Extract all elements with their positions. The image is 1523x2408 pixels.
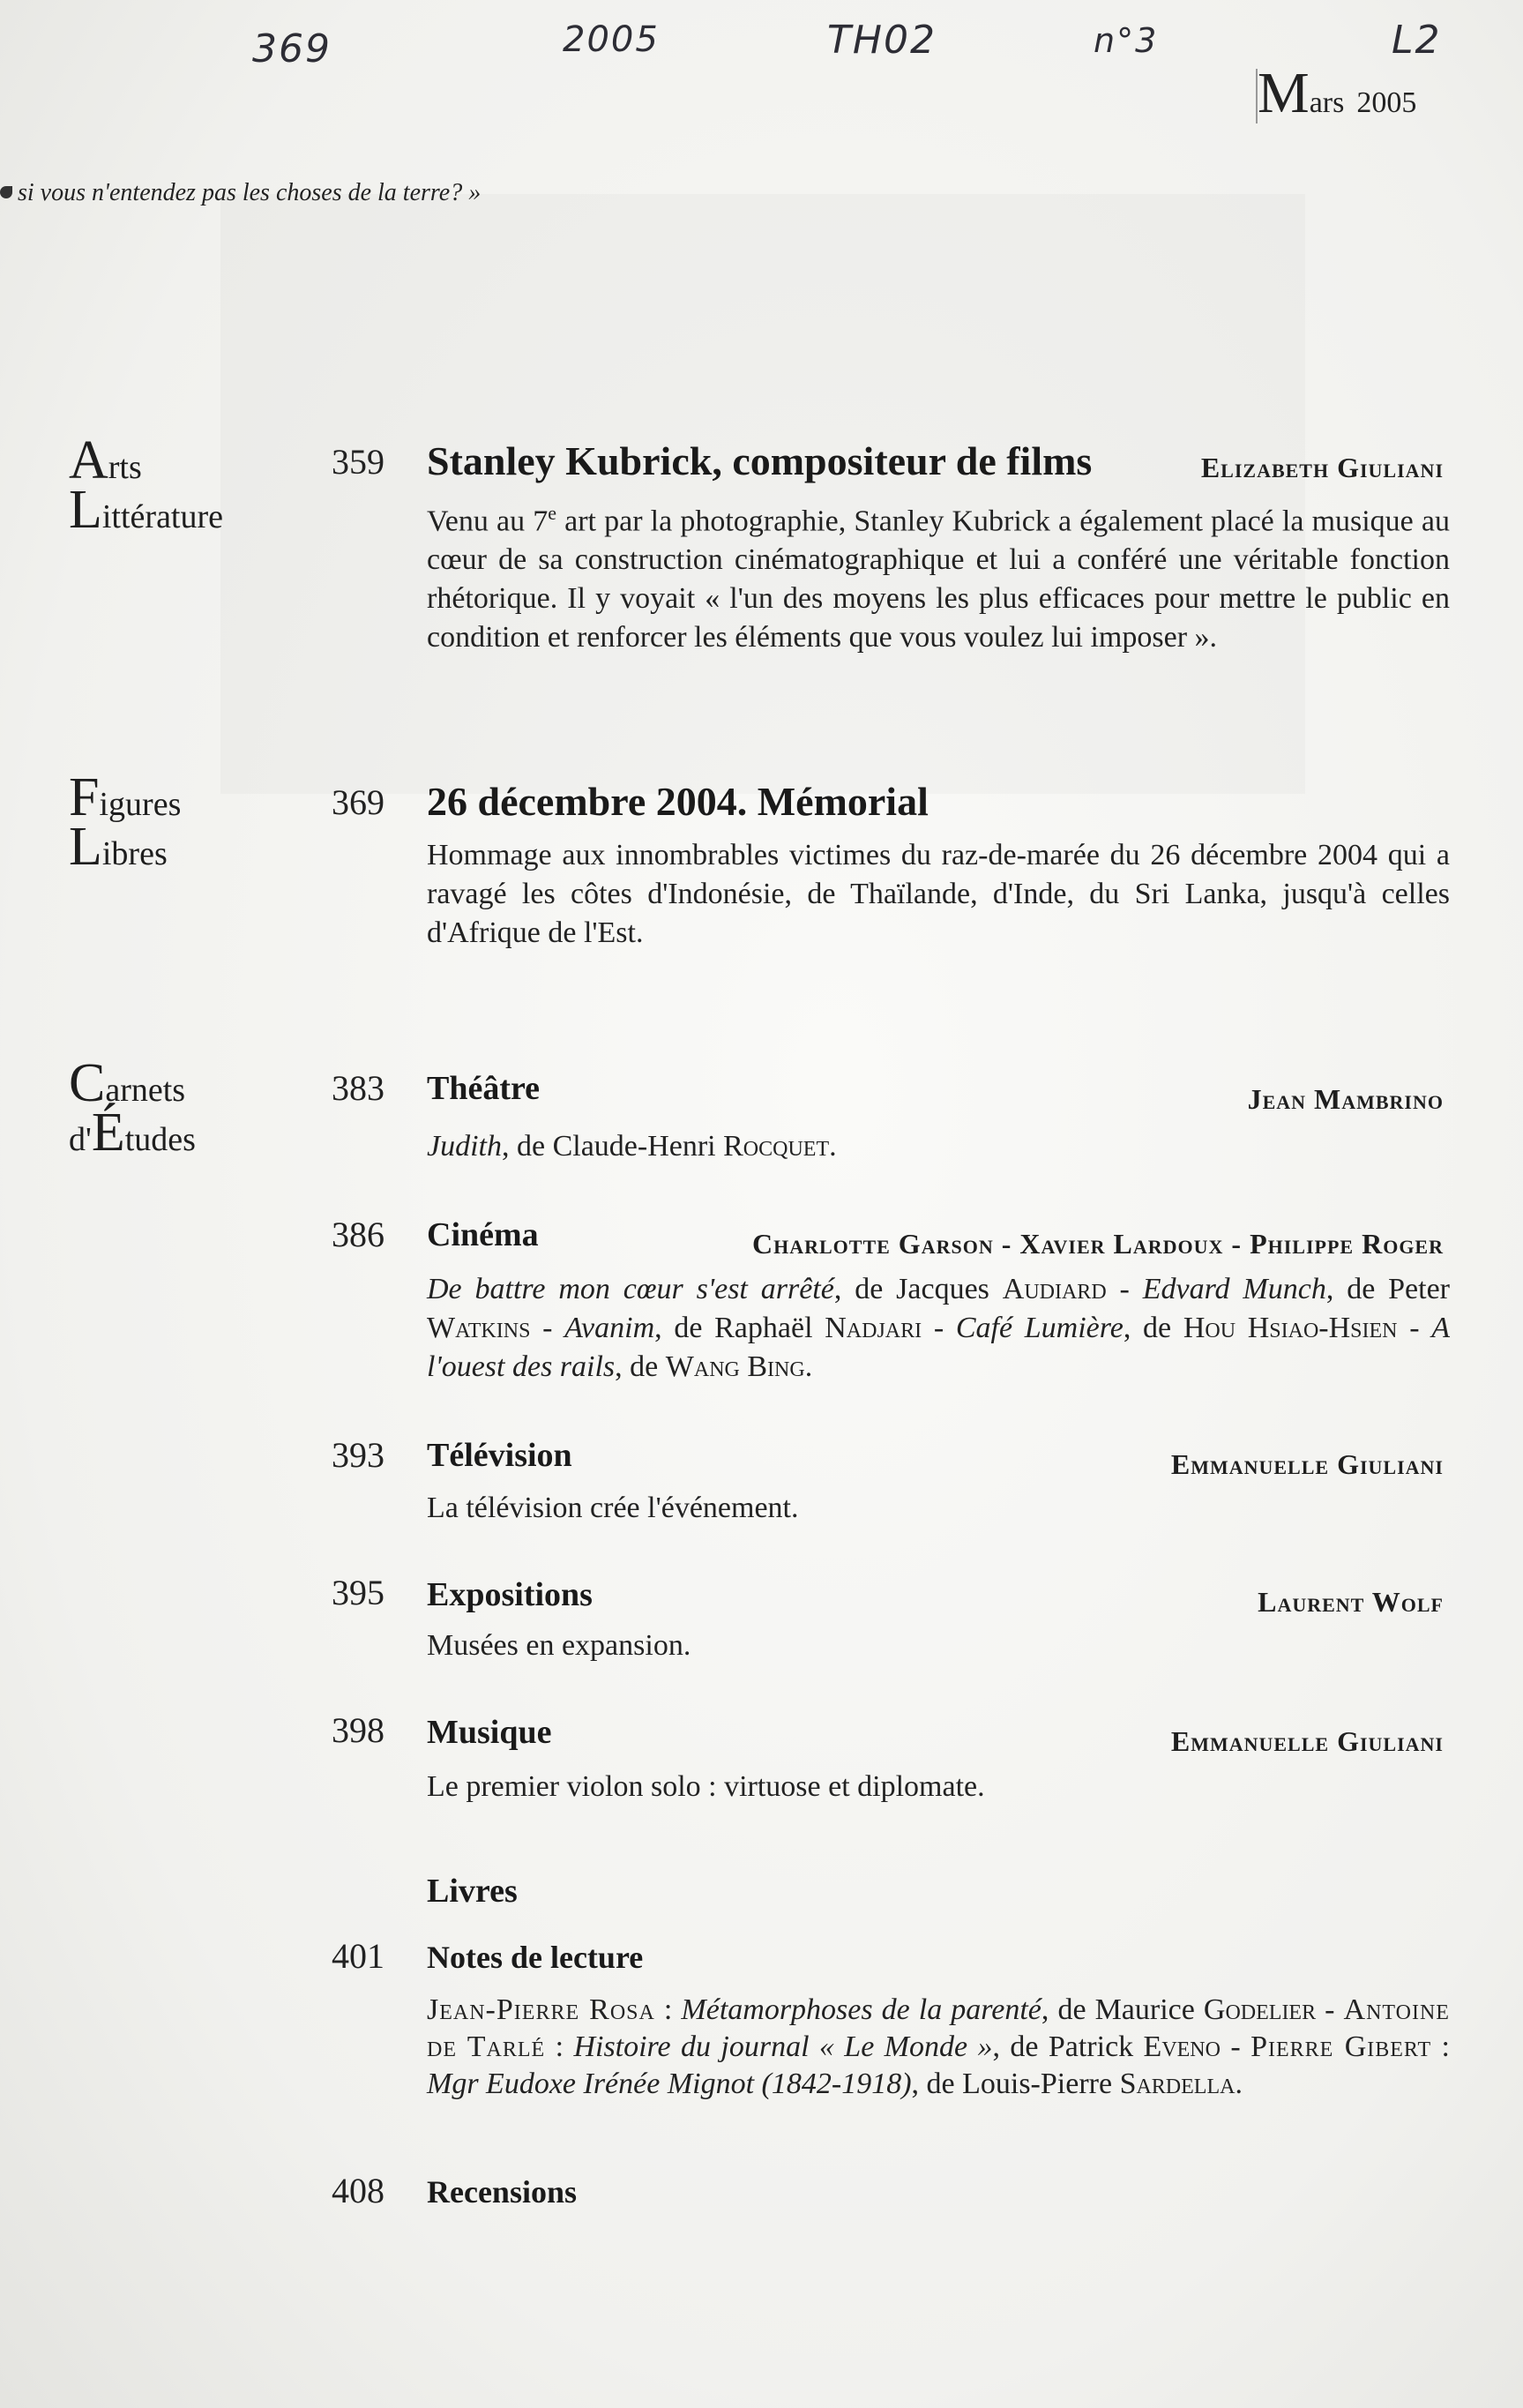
page-number: 393 bbox=[332, 1435, 384, 1475]
article-title: Expositions bbox=[427, 1576, 593, 1613]
rubric-initial: C bbox=[69, 1053, 106, 1113]
reviewer-name: Jean-Pierre Rosa bbox=[427, 1993, 655, 2026]
work-title: A l'ouest des rails bbox=[427, 1312, 1451, 1383]
article-author: Emmanuelle Giuliani bbox=[1170, 1725, 1444, 1757]
page-number: 408 bbox=[332, 2171, 384, 2210]
person-name: Wang Bing bbox=[665, 1350, 805, 1383]
handwritten-note-4: n°3 bbox=[1094, 21, 1159, 60]
article-title: Notes de lecture bbox=[427, 1940, 644, 1975]
rubric-line bbox=[69, 817, 181, 877]
rubric-initial: A bbox=[69, 430, 108, 490]
summary-text: , de Louis-Pierre bbox=[911, 2068, 1120, 2100]
summary-text: , de Peter bbox=[1325, 1273, 1451, 1305]
rubric-line bbox=[69, 1053, 196, 1113]
rubric-prefix: d' bbox=[69, 1121, 92, 1158]
quote-text: si vous n'entendez pas les choses de la terre? » bbox=[18, 179, 482, 206]
summary-text: , de Claude-Henri bbox=[501, 1130, 724, 1163]
rubric-carnets-etudes bbox=[69, 1053, 196, 1163]
article-summary: La télévision crée l'événement. bbox=[427, 1492, 799, 1524]
rubric-rest: rts bbox=[108, 449, 142, 486]
article-title: Stanley Kubrick, compositeur de films bbox=[427, 438, 1093, 483]
article-summary bbox=[427, 494, 1450, 657]
summary-text: . bbox=[829, 1130, 837, 1163]
rubric-rest: ittérature bbox=[101, 498, 224, 535]
article-title: Musique bbox=[427, 1714, 552, 1751]
summary-text: : bbox=[654, 1993, 682, 2026]
summary-text: art par la photographie, Stanley Kubrick a également placé la musique au cœur de sa construction cinématographique et lui a conféré une véritable fonction rhétorique. Il y voyait « l'un des moyens les plus efficaces pour mettre le public en condition et renforcer les éléments que vous voulez lui imposer ». bbox=[427, 505, 1450, 654]
handwritten-note-3: TH02 bbox=[827, 18, 937, 63]
summary-text: : bbox=[1431, 2030, 1451, 2063]
article-summary bbox=[427, 1270, 1450, 1387]
separator: - bbox=[530, 1312, 565, 1344]
article-title: Recensions bbox=[427, 2174, 577, 2210]
article-summary bbox=[427, 1992, 1450, 2103]
summary-text: Venu au 7 bbox=[427, 505, 549, 538]
issue-date bbox=[1258, 60, 1416, 127]
page-number: 395 bbox=[332, 1573, 384, 1612]
person-name: Godelier bbox=[1203, 1993, 1317, 2026]
article-summary: Musées en expansion. bbox=[427, 1629, 691, 1662]
reviewer-name: Antoine de Tarlé bbox=[427, 1993, 1450, 2063]
separator: - bbox=[922, 1312, 956, 1344]
separator: - bbox=[1397, 1312, 1432, 1344]
summary-text: . bbox=[804, 1350, 813, 1383]
work-title: Mgr Eudoxe Irénée Mignot (1842-1918) bbox=[427, 2068, 912, 2100]
issue-year: 2005 bbox=[1356, 86, 1417, 119]
separator: - bbox=[1316, 1993, 1344, 2026]
summary-text: , de bbox=[1123, 1312, 1183, 1344]
person-name: Eveno bbox=[1143, 2030, 1221, 2063]
rubric-rest: ibres bbox=[101, 835, 168, 872]
article-summary: Hommage aux innombrables victimes du raz-de-marée du 26 décembre 2004 qui a ravagé les côtes d'Indonésie, de Thaïlande, d'Inde, du Sri Lanka, jusqu'à celles d'Afrique de l'Est. bbox=[427, 839, 1450, 949]
article-title: Cinéma bbox=[427, 1216, 539, 1253]
page-number: 369 bbox=[332, 782, 384, 822]
work-title: Edvard Munch bbox=[1142, 1273, 1326, 1305]
work-title: Avanim bbox=[564, 1312, 655, 1344]
article-summary: Le premier violon solo : virtuose et diplomate. bbox=[427, 1770, 985, 1803]
rubric-rest: igures bbox=[99, 786, 182, 823]
rubric-initial: L bbox=[69, 817, 102, 877]
summary-text: . bbox=[1235, 2068, 1243, 2100]
page-number: 359 bbox=[332, 442, 384, 482]
rubric-initial: F bbox=[69, 767, 100, 827]
summary-text: , de Raphaël bbox=[654, 1312, 825, 1344]
summary-text: , de Maurice bbox=[1041, 1993, 1204, 2026]
person-name: Audiard bbox=[1002, 1273, 1107, 1305]
rubric-line bbox=[69, 1103, 196, 1163]
summary-text: , de Patrick bbox=[992, 2030, 1144, 2063]
summary-text: : bbox=[545, 2030, 574, 2063]
rubric-line bbox=[69, 480, 224, 540]
section-title-livres: Livres bbox=[427, 1873, 518, 1910]
page-number: 386 bbox=[332, 1215, 384, 1254]
work-title: Métamorphoses de la parenté bbox=[681, 1993, 1041, 2026]
handwritten-note-5: L2 bbox=[1392, 18, 1442, 63]
person-name: Watkins bbox=[427, 1312, 531, 1344]
summary-text: , de Jacques bbox=[833, 1273, 1003, 1305]
running-quote bbox=[0, 179, 481, 207]
rubric-rest: arnets bbox=[105, 1072, 186, 1109]
article-author: Laurent Wolf bbox=[1258, 1586, 1444, 1618]
rubric-figures-libres bbox=[69, 767, 182, 877]
rubric-arts-litterature bbox=[69, 430, 224, 540]
article-author: Jean Mambrino bbox=[1247, 1083, 1444, 1115]
rubric-initial: É bbox=[91, 1103, 125, 1163]
reviewer-name: Pierre Gibert bbox=[1251, 2030, 1432, 2063]
superscript: e bbox=[548, 502, 556, 524]
work-title: De battre mon cœur s'est arrêté bbox=[427, 1273, 834, 1305]
page-number: 383 bbox=[332, 1068, 384, 1108]
separator: - bbox=[1220, 2030, 1251, 2063]
person-name: Hou Hsiao-Hsien bbox=[1183, 1312, 1398, 1344]
article-title: Théâtre bbox=[427, 1070, 541, 1107]
summary-text: , de bbox=[615, 1350, 666, 1383]
person-name: Nadjari bbox=[825, 1312, 922, 1344]
work-title: Judith bbox=[427, 1130, 502, 1163]
article-summary bbox=[427, 1127, 1450, 1166]
pointer-mark-icon bbox=[0, 186, 12, 198]
page-number: 398 bbox=[332, 1710, 384, 1750]
handwritten-note-2: 2005 bbox=[563, 19, 660, 60]
article-author: Emmanuelle Giuliani bbox=[1170, 1448, 1444, 1480]
article-author: Elizabeth Giuliani bbox=[1200, 452, 1444, 483]
handwritten-note-1: 369 bbox=[252, 26, 332, 71]
person-name: Sardella bbox=[1119, 2068, 1236, 2100]
article-title: Télévision bbox=[427, 1437, 572, 1474]
work-title: Histoire du journal « Le Monde » bbox=[573, 2030, 993, 2063]
issue-month-cap: M bbox=[1258, 61, 1310, 125]
rubric-initial: L bbox=[69, 480, 102, 540]
page-number: 401 bbox=[332, 1936, 384, 1976]
work-title: Café Lumière bbox=[955, 1312, 1124, 1344]
article-title: 26 décembre 2004. Mémorial bbox=[427, 779, 929, 824]
separator: - bbox=[1106, 1273, 1143, 1305]
rubric-rest: tudes bbox=[124, 1121, 196, 1158]
person-name: Rocquet bbox=[723, 1130, 830, 1163]
issue-month-rest: ars bbox=[1309, 86, 1345, 119]
article-author: Charlotte Garson - Xavier Lardoux - Philippe Roger bbox=[752, 1228, 1444, 1260]
